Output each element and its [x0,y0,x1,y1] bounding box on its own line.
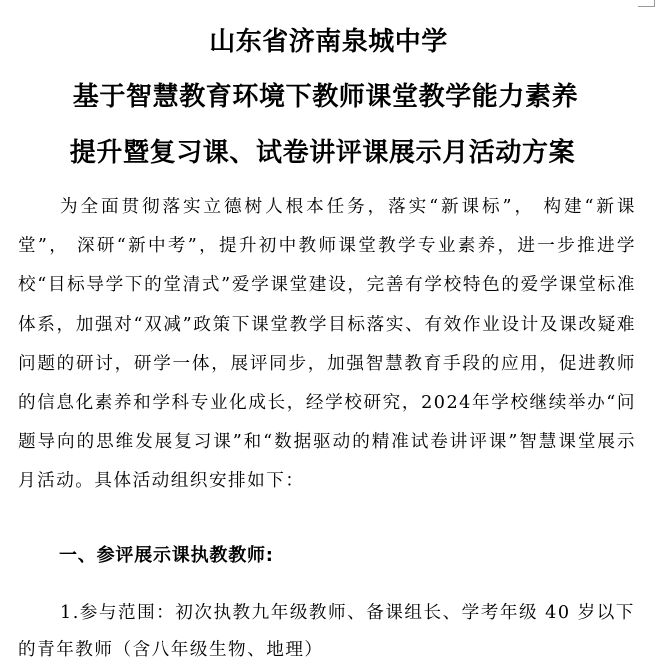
section-1-heading: 一、参评展示课执教教师: [59,545,274,566]
school-name-title: 山东省济南泉城中学 [209,27,448,57]
page-corner-mark [638,0,655,7]
plan-title-line-2: 提升暨复习课、试卷讲评课展示月活动方案 [69,138,576,168]
plan-title-line-1: 基于智慧教育环境下教师课堂教学能力素养 [72,82,579,112]
intro-paragraph: 为全面贯彻落实立德树人根本任务，落实“新课标”， 构建“新课堂”， 深研“新中考”，提升初中教师课堂教学专业素养，进一步推进学校“目标导学下的堂清式”爱学课堂建设，完善有学校特色的爱学课堂标准体系，加强对“双减”政策下课堂教学目标落实、有效作业设计及课改疑难问题的研讨，研学一体，展评同步，加强智慧教育手段的应用，促进教师的信息化素养和学科专业化成长，经学校研究，2024年学校继续举办“问题导向的思维发展复习课”和“数据驱动的精准试卷讲评课”智慧课堂展示月活动。具体活动组织安排如下： [18,197,636,492]
section-1-item-1: 1.参与范围：初次执教九年级教师、备课组长、学考年级 40 岁以下的青年教师（含八年级生物、地理） [18,603,635,660]
